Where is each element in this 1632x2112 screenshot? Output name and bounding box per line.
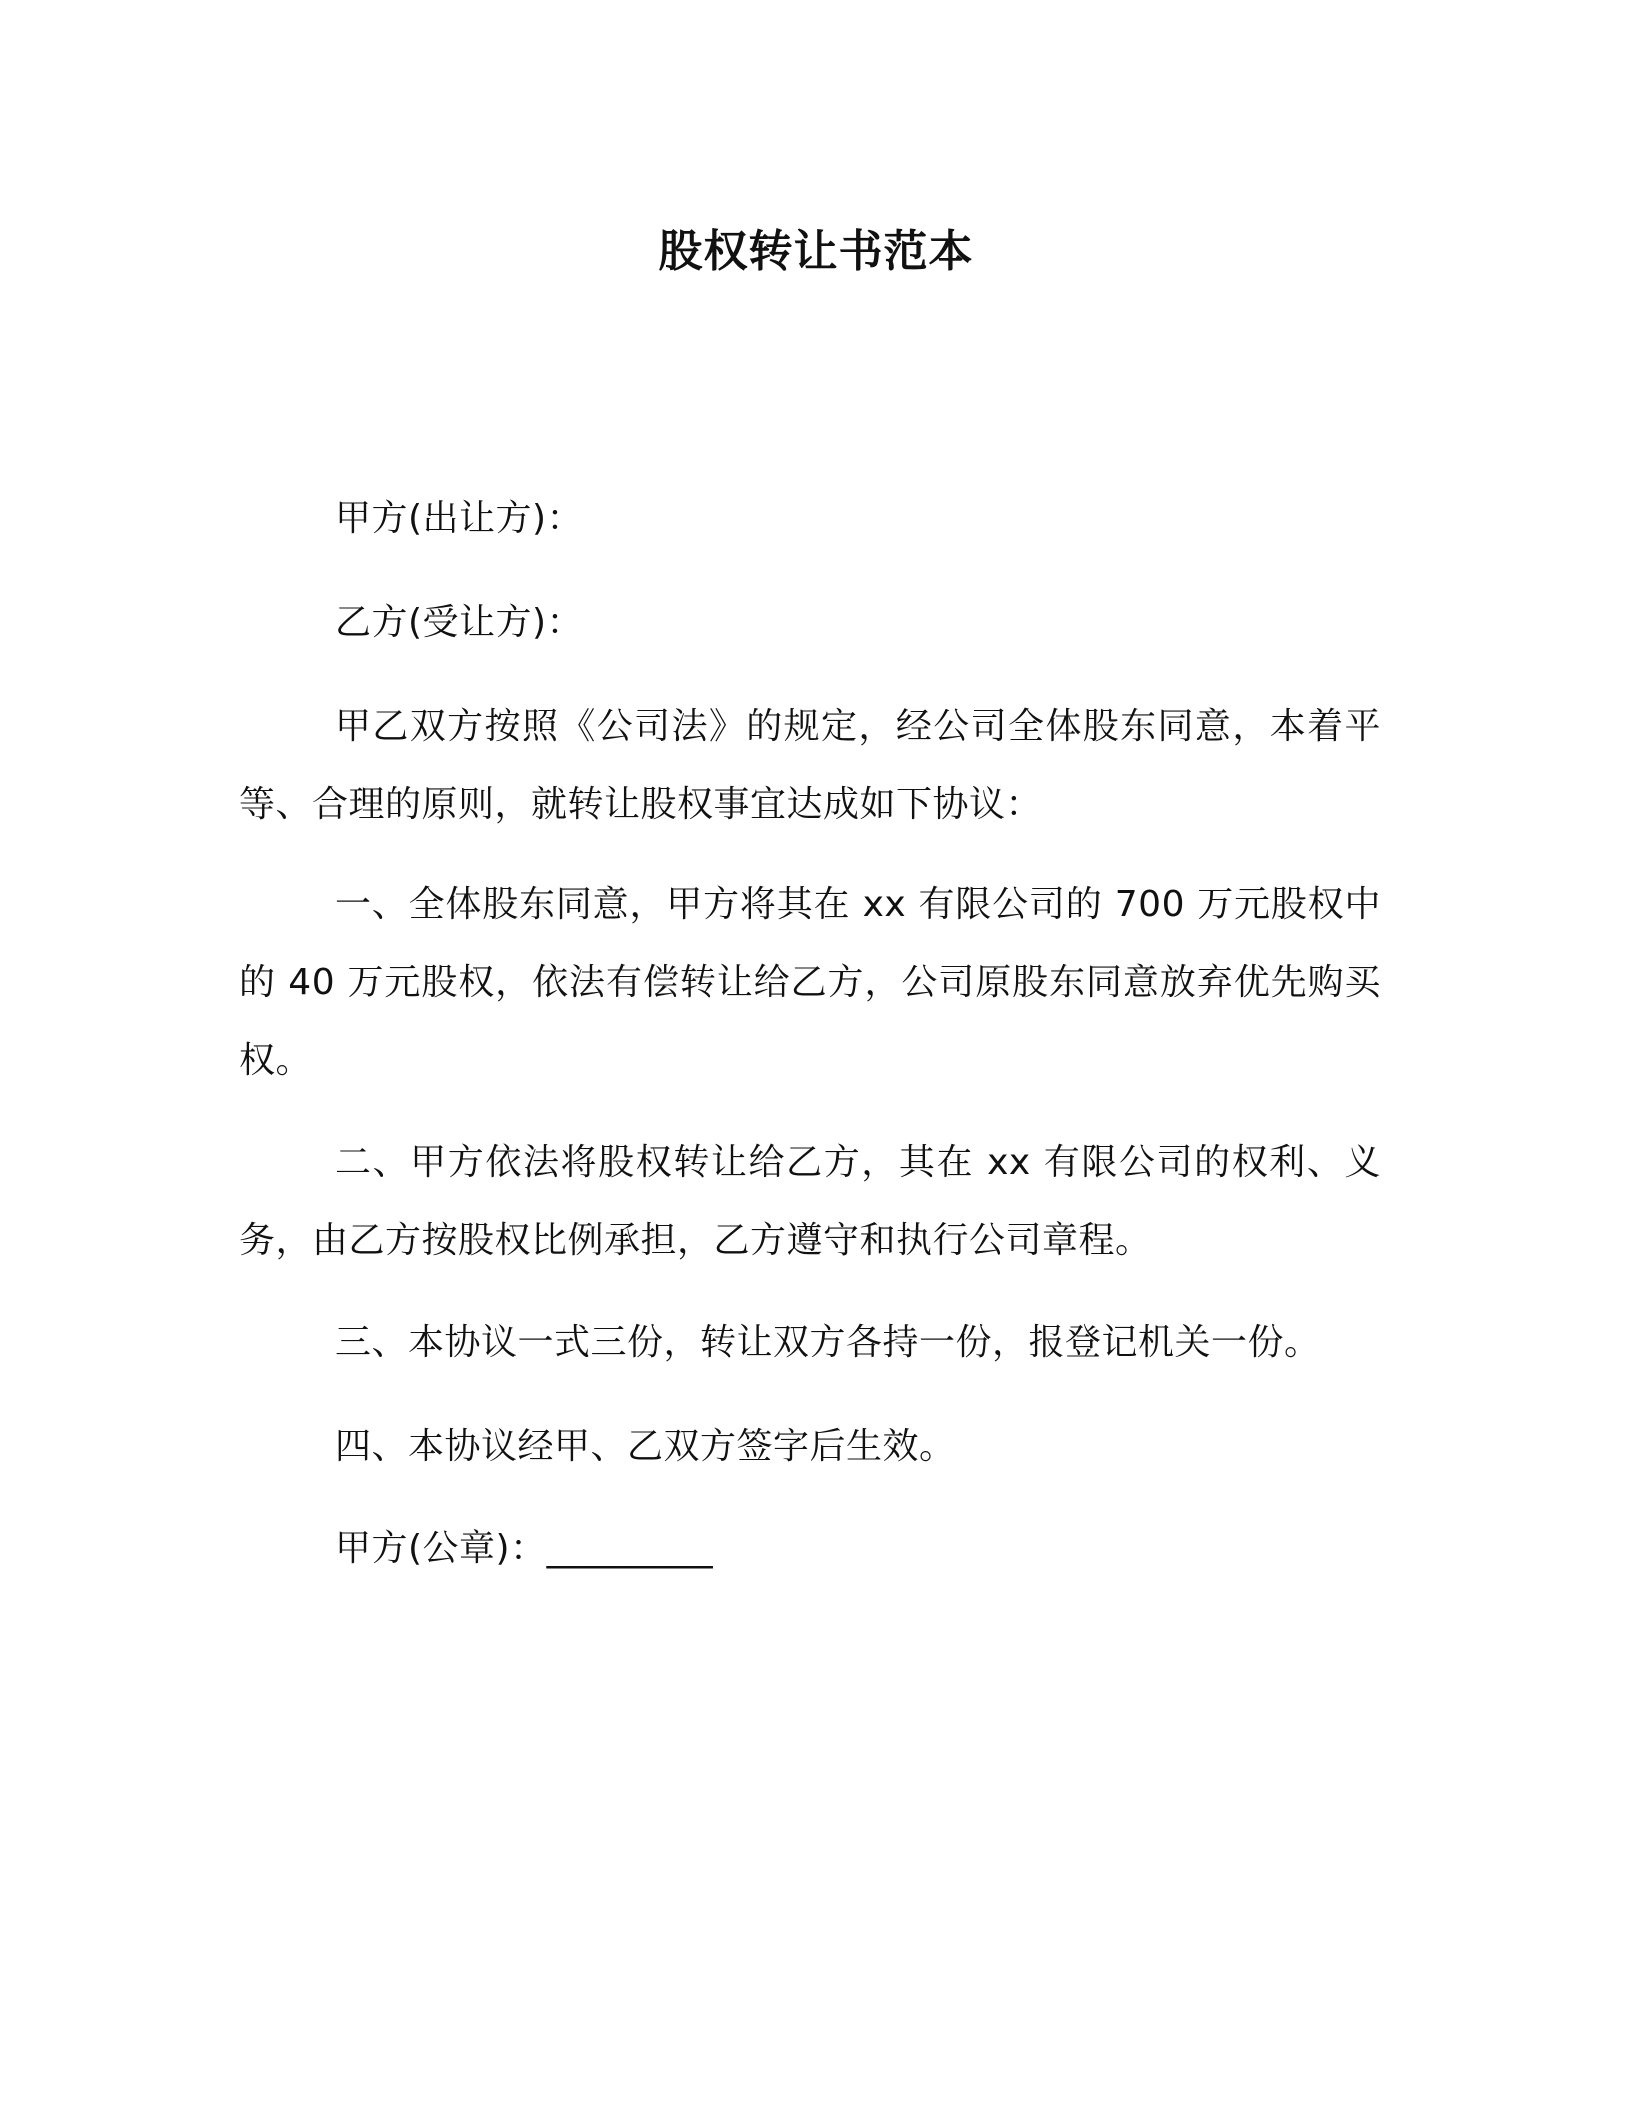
document-title: 股权转让书范本 xyxy=(658,226,974,277)
clause-3: 三、本协议一式三份，转让双方各持一份，报登记机关一份。 xyxy=(335,1322,1321,1363)
clause-1: 一、全体股东同意，甲方将其在 xx 有限公司的 700 万元股权中的 40 万元股权，依法有偿转让给乙方，公司原股东同意放弃优先购买权。 xyxy=(239,884,1381,1081)
signature-line: 甲方(公章)：_________ xyxy=(335,1528,714,1569)
clause-2: 二、甲方依法将股权转让给乙方，其在 xx 有限公司的权利、义务，由乙方按股权比例承担，乙方遵守和执行公司章程。 xyxy=(239,1142,1381,1261)
clause-4: 四、本协议经甲、乙双方签字后生效。 xyxy=(335,1426,956,1467)
party-a-label: 甲方(出让方)： xyxy=(335,498,584,539)
preamble-paragraph: 甲乙双方按照《公司法》的规定，经公司全体股东同意，本着平等、合理的原则，就转让股权事宜达成如下协议： xyxy=(239,706,1381,825)
party-b-label: 乙方(受让方)： xyxy=(335,602,584,643)
